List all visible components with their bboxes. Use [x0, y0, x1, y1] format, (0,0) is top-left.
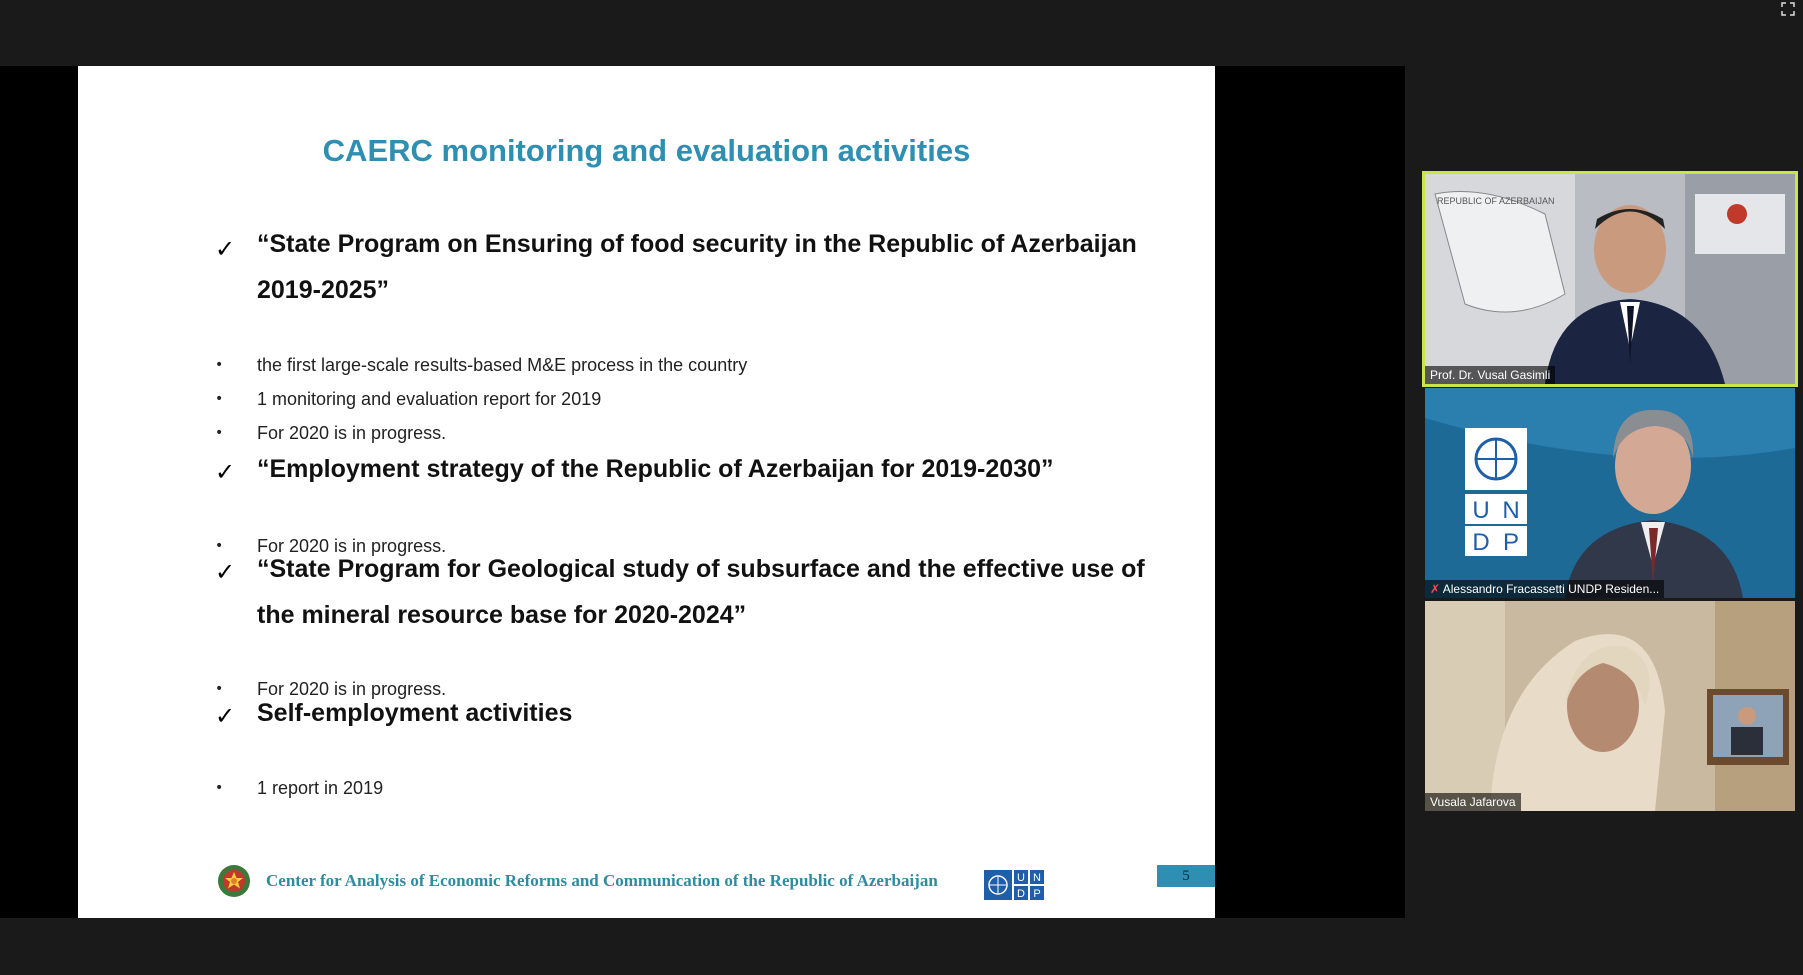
section-3-heading-line-2: the mineral resource base for 2020-2024” [257, 601, 747, 629]
section-3-heading-line-1: “State Program for Geological study of subsurface and the effective use of [257, 555, 1145, 583]
screen-share-area [0, 66, 1405, 918]
undp-letter-u: U [1472, 497, 1490, 524]
checkmark-icon: ✓ [215, 235, 236, 263]
emblem-icon [215, 861, 253, 899]
bullet-icon: • [215, 425, 224, 441]
participant-video [1425, 174, 1795, 384]
participant-tile-alessandro-fracassetti[interactable] [1425, 388, 1795, 598]
bullet-icon: • [215, 391, 224, 407]
mic-off-icon: ✗ [1430, 582, 1441, 596]
bottom-bar [0, 918, 1803, 975]
section-4-heading: Self-employment activities [257, 699, 573, 727]
section-2-heading: “Employment strategy of the Republic of Azerbaijan for 2019-2030” [257, 455, 1054, 483]
bullet-icon: • [215, 681, 224, 697]
presentation-slide: CAERC monitoring and evaluation activities ✓ “State Program on Ensuring of food security in the Republic of Azerbaijan 2019-2025” • the first large-scale results-based M&E process in the country • 1 monitoring and evaluation report for 2019 • For 2020 is in progress. ✓ “Employment strategy of the Republic of Azerbaijan for 2019-2030” • For 2020 is in progress. ✓ “State Program for Geological study of subsurface and the effective use of the mineral resource base for 2020-2024” • For 2020 is in progress. ✓ Self-employment activities • 1 report in 2019 Center for Analysis of Economic Reforms and Communication of the Republic of Azerbaijan U N D P 5 [78, 66, 1215, 918]
footer-org-name: Center for Analysis of Economic Reforms and Communication of the Republic of Azerbaijan [266, 871, 938, 890]
checkmark-icon: ✓ [215, 558, 236, 586]
section-1-heading-line-1: “State Program on Ensuring of food security in the Republic of Azerbaijan [257, 230, 1137, 258]
participant-video [1425, 601, 1795, 811]
section-1-heading-line-2: 2019-2025” [257, 276, 390, 304]
bullet-icon: • [215, 780, 224, 796]
participant-video [1425, 388, 1795, 598]
participant-tile-vusala-jafarova[interactable] [1425, 601, 1795, 811]
participants-panel [1405, 66, 1803, 918]
participant-name: ✗ Alessandro Fracassetti UNDP Residen... [1425, 580, 1664, 598]
background-wall-text: REPUBLIC OF AZERBAIJAN [1437, 196, 1555, 206]
participant-name: Vusala Jafarova [1425, 793, 1521, 811]
bullet-icon: • [215, 538, 224, 554]
slide-title: CAERC monitoring and evaluation activities [322, 133, 971, 168]
undp-letter-p: P [1502, 529, 1520, 556]
checkmark-icon: ✓ [215, 702, 236, 730]
undp-letter-n: N [1033, 872, 1041, 884]
undp-letter-p: P [1033, 888, 1041, 900]
undp-letter-d: D [1472, 529, 1490, 556]
fullscreen-icon[interactable] [1781, 2, 1795, 16]
undp-letter-d: D [1017, 888, 1025, 900]
undp-letter-u: U [1017, 872, 1025, 884]
undp-letter-n: N [1502, 497, 1520, 524]
participant-name: Prof. Dr. Vusal Gasimli [1425, 366, 1555, 384]
top-bar [0, 0, 1803, 66]
bullet-icon: • [215, 357, 224, 373]
checkmark-icon: ✓ [215, 458, 236, 486]
slide-page-number: 5 [1157, 865, 1215, 887]
participant-tile-vusal-gasimli[interactable] [1425, 174, 1795, 384]
undp-logo [984, 870, 1044, 900]
